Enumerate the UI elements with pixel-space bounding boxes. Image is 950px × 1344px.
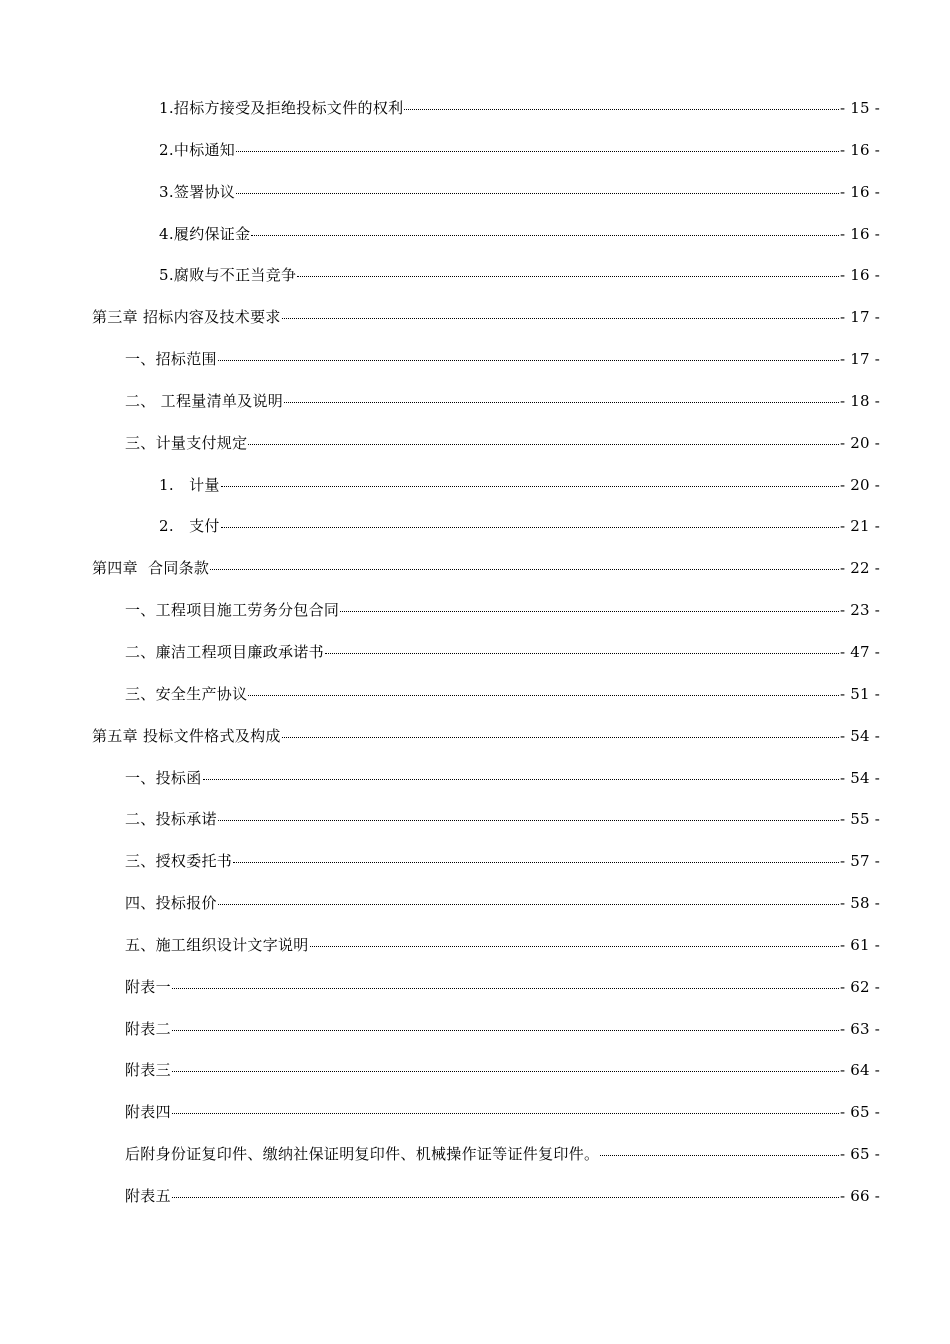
toc-entry[interactable]	[125, 421, 950, 463]
dot-leader	[233, 862, 839, 863]
toc-entry[interactable]	[92, 546, 950, 588]
toc-entry[interactable]	[125, 672, 950, 714]
toc-entry[interactable]	[159, 212, 950, 254]
toc-entry-link[interactable]	[159, 474, 950, 495]
toc-entry-page-number: - 16 -	[840, 140, 880, 159]
toc-entry-title: 二、廉洁工程项目廉政承诺书	[125, 642, 324, 661]
toc-entry-link[interactable]	[125, 348, 950, 369]
toc-entry-title: 一、工程项目施工劳务分包合同	[125, 601, 340, 620]
toc-entry-link[interactable]	[125, 1143, 950, 1164]
toc-entry[interactable]	[125, 337, 950, 379]
dot-leader	[282, 318, 839, 319]
toc-entry[interactable]	[159, 86, 950, 128]
toc-entry-page-number: - 51 -	[840, 684, 880, 703]
toc-entry[interactable]	[125, 630, 950, 672]
toc-entry-page-number: - 65 -	[840, 1145, 880, 1164]
toc-entry[interactable]	[92, 714, 950, 756]
toc-entry-title: 一、招标范围	[125, 350, 217, 369]
toc-entry-link[interactable]	[92, 725, 950, 746]
dot-leader	[221, 486, 839, 487]
dot-leader	[600, 1155, 839, 1156]
toc-entry-link[interactable]	[125, 808, 950, 829]
toc-entry-page-number: - 65 -	[840, 1103, 880, 1122]
dot-leader	[172, 1113, 839, 1114]
toc-entry-title: 二、投标承诺	[125, 810, 217, 829]
toc-entry[interactable]	[159, 463, 950, 505]
toc-entry-title: 后附身份证复印件、缴纳社保证明复印件、机械操作证等证件复印件。	[125, 1145, 600, 1164]
dot-leader	[218, 820, 839, 821]
toc-entry[interactable]	[92, 295, 950, 337]
toc-entry-link[interactable]	[125, 976, 950, 997]
toc-entry[interactable]	[125, 881, 950, 923]
toc-entry[interactable]	[125, 797, 950, 839]
toc-entry-title: 附表四	[125, 1103, 171, 1122]
dot-leader	[218, 904, 839, 905]
toc-entry-page-number: - 18 -	[840, 391, 880, 410]
toc-entry-link[interactable]	[159, 97, 950, 118]
toc-entry-link[interactable]	[125, 1101, 950, 1122]
dot-leader	[221, 527, 839, 528]
dot-leader	[172, 988, 839, 989]
toc-entry-link[interactable]	[125, 599, 950, 620]
toc-entry-page-number: - 66 -	[840, 1186, 880, 1205]
toc-entry-link[interactable]	[125, 892, 950, 913]
toc-entry-title: 第四章 合同条款	[92, 559, 210, 578]
toc-entry[interactable]	[125, 1132, 950, 1174]
toc-entry-title: 一、投标函	[125, 768, 202, 787]
dot-leader	[282, 737, 839, 738]
toc-entry-link[interactable]	[159, 181, 950, 202]
toc-entry-link[interactable]	[159, 139, 950, 160]
toc-entry-page-number: - 63 -	[840, 1019, 880, 1038]
toc-entry-title: 三、安全生产协议	[125, 684, 248, 703]
toc-entry-title: 2. 支付	[159, 517, 220, 536]
toc-entry-link[interactable]	[159, 264, 950, 285]
toc-entry-link[interactable]	[125, 641, 950, 662]
toc-entry-link[interactable]	[125, 683, 950, 704]
table-of-contents	[0, 86, 950, 1216]
toc-entry-title: 附表二	[125, 1019, 171, 1038]
toc-entry-page-number: - 54 -	[840, 726, 880, 745]
toc-entry-page-number: - 17 -	[840, 350, 880, 369]
toc-entry[interactable]	[125, 756, 950, 798]
toc-entry-page-number: - 62 -	[840, 977, 880, 996]
toc-entry-page-number: - 16 -	[840, 224, 880, 243]
toc-entry-link[interactable]	[125, 390, 950, 411]
dot-leader	[310, 946, 839, 947]
toc-entry-title: 附表五	[125, 1186, 171, 1205]
dot-leader	[248, 695, 839, 696]
toc-entry[interactable]	[125, 839, 950, 881]
toc-entry[interactable]	[159, 170, 950, 212]
toc-entry-title: 3.签署协议	[159, 182, 236, 201]
toc-entry[interactable]	[125, 1048, 950, 1090]
toc-entry[interactable]	[125, 1090, 950, 1132]
toc-entry-link[interactable]	[125, 850, 950, 871]
toc-entry-page-number: - 57 -	[840, 852, 880, 871]
toc-entry-title: 附表一	[125, 977, 171, 996]
toc-entry[interactable]	[125, 965, 950, 1007]
toc-entry-title: 第三章 招标内容及技术要求	[92, 308, 281, 327]
dot-leader	[236, 151, 839, 152]
toc-entry-link[interactable]	[125, 934, 950, 955]
toc-entry-link[interactable]	[125, 432, 950, 453]
toc-entry-page-number: - 23 -	[840, 601, 880, 620]
toc-entry-page-number: - 55 -	[840, 810, 880, 829]
toc-entry-link[interactable]	[92, 306, 950, 327]
toc-entry-link[interactable]	[125, 1059, 950, 1080]
dot-leader	[248, 444, 839, 445]
dot-leader	[251, 235, 839, 236]
toc-entry-title: 五、施工组织设计文字说明	[125, 935, 309, 954]
toc-entry-page-number: - 58 -	[840, 894, 880, 913]
toc-entry[interactable]	[125, 588, 950, 630]
dot-leader	[404, 109, 839, 110]
dot-leader	[172, 1197, 839, 1198]
toc-entry-page-number: - 64 -	[840, 1061, 880, 1080]
toc-entry-title: 4.履约保证金	[159, 224, 251, 243]
toc-entry[interactable]	[125, 1174, 950, 1216]
toc-entry-page-number: - 22 -	[840, 559, 880, 578]
toc-entry-link[interactable]	[125, 1185, 950, 1206]
toc-entry[interactable]	[159, 253, 950, 295]
toc-entry-title: 二、 工程量清单及说明	[125, 391, 284, 410]
toc-entry-title: 附表三	[125, 1061, 171, 1080]
toc-entry-page-number: - 16 -	[840, 266, 880, 285]
toc-entry-page-number: - 20 -	[840, 475, 880, 494]
toc-entry-page-number: - 21 -	[840, 517, 880, 536]
toc-entry-page-number: - 17 -	[840, 308, 880, 327]
toc-entry-page-number: - 61 -	[840, 935, 880, 954]
toc-entry[interactable]	[159, 128, 950, 170]
dot-leader	[284, 402, 839, 403]
toc-entry-page-number: - 54 -	[840, 768, 880, 787]
toc-entry-title: 四、投标报价	[125, 894, 217, 913]
toc-entry[interactable]	[125, 379, 950, 421]
dot-leader	[203, 779, 840, 780]
toc-entry-title: 1. 计量	[159, 475, 220, 494]
toc-entry-page-number: - 47 -	[840, 642, 880, 661]
toc-entry-link[interactable]	[159, 515, 950, 536]
toc-entry-page-number: - 16 -	[840, 182, 880, 201]
dot-leader	[218, 360, 839, 361]
toc-entry-link[interactable]	[125, 1018, 950, 1039]
toc-entry-page-number: - 20 -	[840, 433, 880, 452]
toc-entry-title: 第五章 投标文件格式及构成	[92, 726, 281, 745]
toc-entry-link[interactable]	[159, 223, 950, 244]
dot-leader	[210, 569, 839, 570]
dot-leader	[172, 1071, 839, 1072]
toc-entry-page-number: - 15 -	[840, 99, 880, 117]
toc-entry-title: 1.招标方接受及拒绝投标文件的权利	[159, 99, 404, 117]
toc-entry-title: 三、授权委托书	[125, 852, 233, 871]
toc-entry-title: 三、计量支付规定	[125, 433, 248, 452]
dot-leader	[172, 1030, 839, 1031]
dot-leader	[236, 193, 839, 194]
toc-entry[interactable]	[125, 923, 950, 965]
toc-entry[interactable]	[125, 1007, 950, 1049]
toc-entry-title: 5.腐败与不正当竞争	[159, 266, 297, 285]
toc-entry[interactable]	[159, 504, 950, 546]
toc-entry-link[interactable]	[125, 767, 950, 788]
dot-leader	[297, 276, 839, 277]
dot-leader	[340, 611, 839, 612]
dot-leader	[325, 653, 839, 654]
toc-entry-link[interactable]	[92, 557, 950, 578]
toc-entry-title: 2.中标通知	[159, 140, 236, 159]
